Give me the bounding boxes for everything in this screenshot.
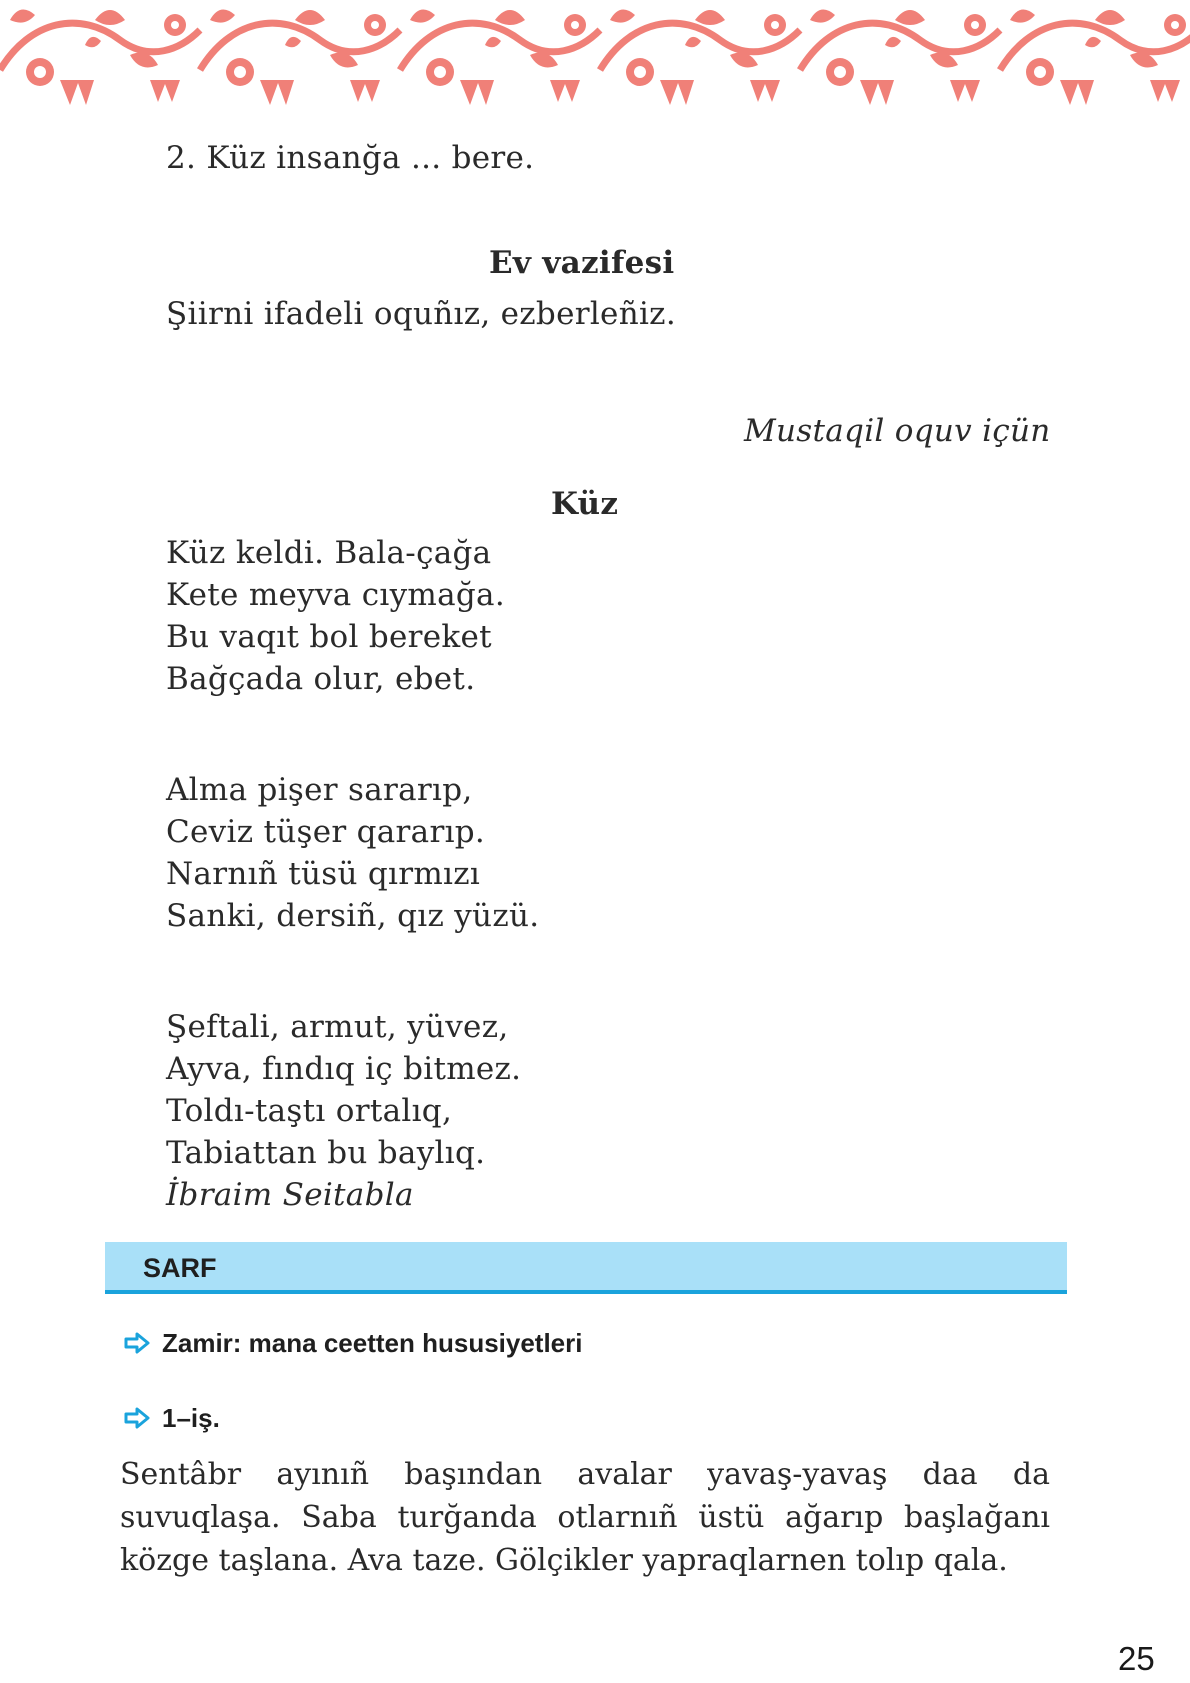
topic-text: Zamir: mana ceetten hususiyetleri (162, 1328, 583, 1358)
arrow-right-icon (124, 1332, 150, 1354)
task-label: 1–iş. (162, 1403, 220, 1433)
poem-line: Küz keldi. Bala-çağa (166, 535, 492, 571)
poem-line: Toldı-taştı ortalıq, (166, 1093, 453, 1129)
poem-line: Alma pişer sararıp, (166, 772, 473, 808)
page-number: 25 (1118, 1640, 1155, 1677)
poem-author: İbraim Seitabla (166, 1177, 414, 1213)
poem-line: Tabiattan bu baylıq. (166, 1135, 486, 1171)
floral-ornament-border (0, 0, 1190, 110)
poem-line: Kete meyva cıymağa. (166, 577, 505, 613)
reading-note: Mustaqil oquv içün (744, 413, 1051, 449)
poem-line: Bağçada olur, ebet. (166, 661, 476, 697)
homework-title: Ev vazifesi (489, 245, 675, 281)
section-label: SARF (143, 1253, 217, 1283)
poem-line: Bu vaqıt bol bereket (166, 619, 492, 655)
exercise-line: 2. Küz insanğa ... bere. (166, 140, 535, 176)
poem-line: Şeftali, armut, yüvez, (166, 1009, 509, 1045)
poem-line: Ceviz tüşer qararıp. (166, 814, 486, 850)
poem-line: Sanki, dersiñ, qız yüzü. (166, 898, 540, 934)
homework-instruction: Şiirni ifadeli oquñız, ezberleñiz. (166, 296, 676, 332)
poem-title: Küz (551, 486, 619, 522)
poem-line: Narnıñ tüsü qırmızı (166, 856, 481, 892)
reading-paragraph: Sentâbr ayınıñ başından avalar yavaş-yavaş daa da suvuqlaşa. Saba turğanda otlarnıñ üstü ağarıp başlağanı közge taşlana. Ava taze. Gölçikler yapraqlarnen tolıp qala. (120, 1457, 1050, 1578)
arrow-right-icon (124, 1407, 150, 1429)
poem-line: Ayva, fındıq iç bitmez. (166, 1051, 522, 1087)
section-header-bar (105, 1242, 1067, 1294)
